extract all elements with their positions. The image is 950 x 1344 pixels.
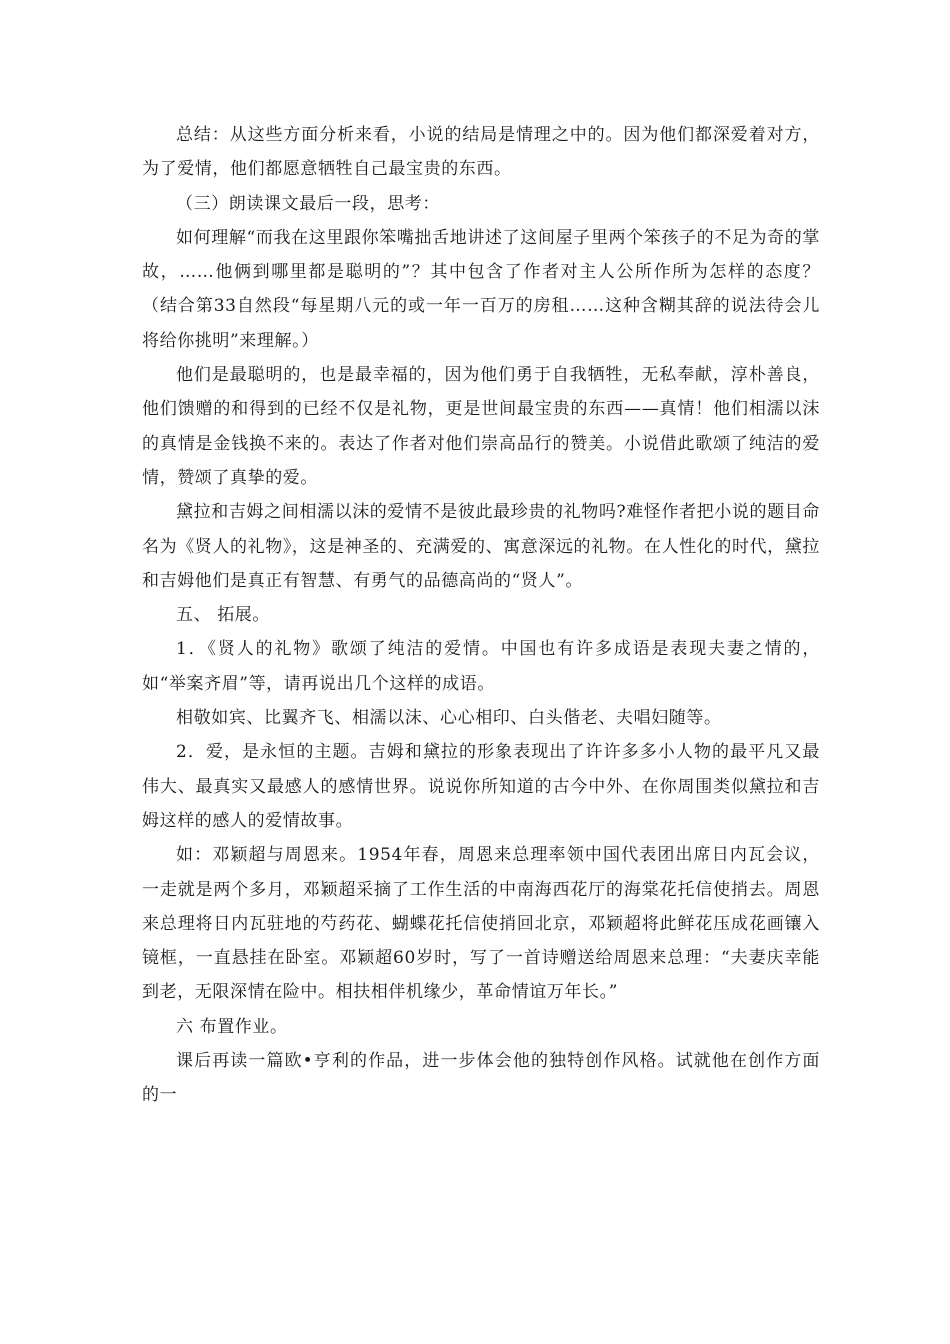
paragraph-idioms: 相敬如宾、比翼齐飞、相濡以沫、心心相印、白头偕老、夫唱妇随等。 [176,708,722,729]
paragraph-question: 如何理解“而我在这里跟你笨嘴拙舌地讲述了这间屋子里两个笨孩子的不足为奇的掌故，……他俩到哪里都是聪明的”？其中包含了作者对主人公所作所为怎样的态度？（结合第33自然段“每星期八元的或一年一百万的房租……这种含糊其辞的说法待会儿将给你挑明”来理解。） [142,227,820,351]
paragraph-task-2: 2．爱，是永恒的主题。吉姆和黛拉的形象表现出了许许多多小人物的最平凡又最伟大、最真实又最感人的感情世界。说说你所知道的古今中外、在你周围类似黛拉和吉姆这样的感人的爱情故事。 [142,742,820,831]
section-heading-extension: 五、 拓展。 [176,605,271,626]
section-heading-homework: 六 布置作业。 [176,1016,288,1037]
paragraph-example-story: 如：邓颖超与周恩来。1954年春，周恩来总理率领中国代表团出席日内瓦会议，一走就是两个多月，邓颖超采摘了工作生活的中南海西花厅的海棠花托信使捎去。周恩来总理将日内瓦驻地的芍药花、蝴蝶花托信使捎回北京，邓颖超将此鲜花压成花画镶入镜框，一直悬挂在卧室。邓颖超60岁时，写了一首诗赠送给周恩来总理：“夫妻庆幸能到老，无限深情在险中。相扶相伴机缘少，革命情谊万年长。” [142,845,820,1003]
paragraph-answer: 他们是最聪明的，也是最幸福的，因为他们勇于自我牺牲，无私奉献，淳朴善良，他们馈赠的和得到的已经不仅是礼物，更是世间最宝贵的东西——真情！他们相濡以沫的真情是金钱换不来的。表达了作者对他们崇高品行的赞美。小说借此歌颂了纯洁的爱情，赞颂了真挚的爱。 [142,365,820,488]
paragraph-title-meaning: 黛拉和吉姆之间相濡以沫的爱情不是彼此最珍贵的礼物吗?难怪作者把小说的题目命名为《贤人的礼物》，这是神圣的、充满爱的、寓意深远的礼物。在人性化的时代，黛拉和吉姆他们是真正有智慧、有勇气的品德高尚的“贤人”。 [142,502,820,591]
paragraph-homework: 课后再读一篇欧•亨利的作品，进一步体会他的独特创作风格。试就他在创作方面的一 [142,1051,820,1106]
document-body [142,118,820,1113]
paragraph-task-1: 1．《贤人的礼物》歌颂了纯洁的爱情。中国也有许多成语是表现夫妻之情的，如“举案齐眉”等，请再说出几个这样的成语。 [142,639,820,694]
section-heading-read-aloud: （三）朗读课文最后一段，思考： [176,193,440,214]
paragraph-summary: 总结：从这些方面分析来看，小说的结局是情理之中的。因为他们都深爱着对方，为了爱情，他们都愿意牺牲自己最宝贵的东西。 [142,125,820,180]
